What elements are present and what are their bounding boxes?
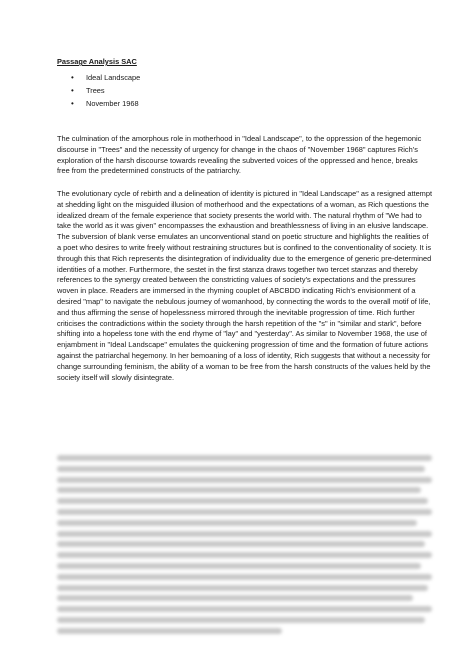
topic-item: • Trees	[57, 84, 140, 97]
topic-list	[57, 71, 140, 110]
topic-item: • Ideal Landscape	[57, 71, 140, 84]
topic-item: • November 1968	[57, 97, 140, 110]
document-title: Passage Analysis SAC	[57, 57, 137, 66]
intro-paragraph: The culmination of the amorphous role in motherhood in "Ideal Landscape", to the oppression of the hegemonic discourse in "Trees" and the necessity of urgency for change in the chaos of "November 1968" captures Rich’s exploration of the harsh discourse towards revealing the subverted voices of the oppressed and hence, breaks free from the predetermined constructs of the patriarchy.	[57, 134, 422, 176]
blurred-preview-text	[57, 455, 432, 639]
body-paragraph: The evolutionary cycle of rebirth and a delineation of identity is pictured in "Ideal Landscape" as a resigned attempt at shedding light on the misguided illusion of motherhood and the expectations of a woman, as Rich questions the idealized dream of the female experience that society presents the world with. The natural rhythm of "We had to take the world as it was given" encompasses the exhaustion and breathlessness of living in an elusive landscape. The subversion of blank verse emulates an unconventional stand on poetic structure and highlights the realities of a poet who desires to write freely without restraining structures but is confined to the conventionality of society. It is through this that Rich represents the disintegration of individuality due to the emergence of generic pre-determined identities of a mother. Furthermore, the sestet in the first stanza draws together two tercet stanzas and thereby references to the synergy created between the constricting values of society’s expectations and the pressures woven in place. Readers are immersed in the rhyming couplet of ABCBDD indicating Rich’s envisionment of a desired "map" to navigate the nebulous journey of womanhood, by connecting the words to the overall motif of life, and thus affirming the sense of hopelessness mirrored through the inevitable progression of time. Rich further criticises the contradictions within the society through the harsh repetition of the "s" in "similar and stark", before shifting into a hopeless tone with the end rhyme of "lay" and "yesterday". As similar to November 1968, the use of enjambment in "Ideal Landscape" emulates the quickening progression of time and the formation of future actions against the patriarchal hegemony. In her bemoaning of a loss of identity, Rich suggests that without a necessity for change surrounding feminism, the ability of a woman to be free from the harsh constructs of the values held by the society itself will slowly disintegrate.	[57, 189, 433, 382]
